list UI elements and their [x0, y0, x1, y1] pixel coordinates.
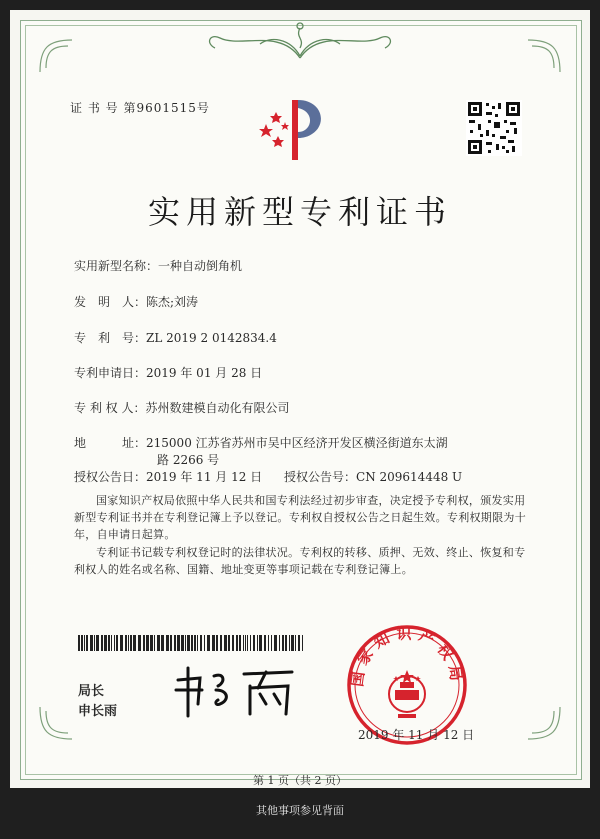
- chief-name: 申长雨: [78, 704, 118, 719]
- field-value: 苏州数建模自动化有限公司: [145, 401, 290, 415]
- field-patentee: [74, 399, 289, 416]
- field-label: 专利申请日：: [74, 366, 147, 380]
- footer-note: 其他事项参见背面: [256, 804, 344, 817]
- signature-icon: [170, 660, 300, 720]
- field-patent-number: [74, 329, 277, 346]
- field-label: 发 明 人：: [74, 295, 147, 309]
- field-value: 2019 年 11 月 12 日: [146, 470, 263, 484]
- barcode-icon: [78, 635, 306, 651]
- field-label: 实用新型名称：: [74, 259, 159, 273]
- corner-ornament-icon: [38, 38, 74, 74]
- field-label: 专 利 权 人：: [74, 401, 146, 415]
- field-label: 授权公告号：: [284, 470, 357, 484]
- chief-title: 局长: [78, 684, 105, 699]
- field-value: CN 209614448 U: [356, 470, 463, 484]
- cnipa-logo-icon: [252, 94, 332, 164]
- field-address-line2: 路 2266 号: [157, 453, 220, 467]
- field-value: 陈杰;刘涛: [146, 295, 199, 309]
- field-value: ZL 2019 2 0142834.4: [146, 331, 277, 345]
- field-value: 215000 江苏省苏州市吴中区经济开发区横泾街道东太湖: [146, 436, 448, 450]
- field-utility-name: [74, 257, 242, 274]
- legal-paragraph: 专利证书记载专利权登记时的法律状况。专利权的转移、质押、无效、终止、恢复和专利权人的姓名或名称、国籍、地址变更等事项记载在专利登记簿上。: [74, 546, 526, 576]
- corner-ornament-icon: [526, 705, 562, 741]
- field-address: [74, 434, 448, 451]
- certificate-number: 证 书 号 第9601515号: [70, 101, 210, 115]
- corner-ornament-icon: [38, 705, 74, 741]
- seal-text: 国家知识产权局: [348, 624, 466, 688]
- field-filing-date: [74, 364, 262, 381]
- certificate-title: 实用新型专利证书: [147, 193, 452, 231]
- page-indicator: 第 1 页（共 2 页）: [253, 774, 347, 787]
- field-label: 授权公告日：: [74, 470, 147, 484]
- field-inventor: [74, 293, 198, 310]
- field-label: 地 址：: [74, 436, 147, 450]
- legal-paragraph: 国家知识产权局依照中华人民共和国专利法经过初步审查，决定授予专利权，颁发实用新型专利证书并在专利登记簿上予以登记。专利权自授权公告之日起生效。专利权期限为十年，自申请日起算。: [74, 494, 526, 541]
- qr-code-icon: [466, 100, 522, 156]
- field-value: 2019 年 01 月 28 日: [146, 366, 263, 380]
- corner-ornament-icon: [526, 38, 562, 74]
- ornament-icon: [200, 18, 400, 64]
- seal-date: 2019 年 11 月 12 日: [358, 728, 475, 742]
- field-grant: [74, 468, 463, 485]
- field-label: 专 利 号：: [74, 331, 147, 345]
- field-value: 一种自动倒角机: [158, 259, 243, 273]
